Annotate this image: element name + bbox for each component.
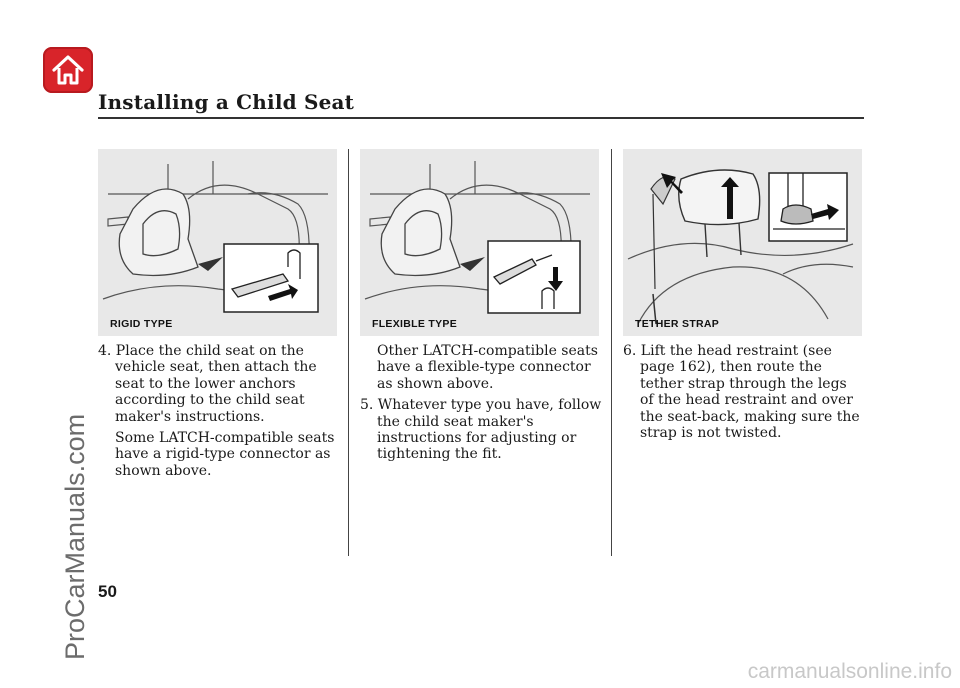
figure-rigid-type [98, 149, 337, 336]
bottom-watermark: carmanualsonline.info [747, 660, 952, 683]
side-watermark: ProCarManuals.com [60, 413, 90, 660]
column-1-text [98, 343, 344, 479]
figure-flexible-type [360, 149, 599, 336]
figure-tether-strap [623, 149, 862, 336]
step-5: 5. Whatever type you have, follow the child seat maker's instructions for adjusting or tightening the fit. [360, 397, 602, 463]
figure-label: TETHER STRAP [635, 318, 720, 330]
column-3-text [623, 343, 863, 441]
flexible-connector-illustration [360, 149, 599, 336]
page-number: 50 [98, 582, 117, 601]
column-2-text [360, 343, 606, 463]
step-6: 6. Lift the head restraint (see page 162), then route the tether strap through the legs of the head restraint and over the seat-back, making sure the strap is not twisted. [623, 343, 860, 442]
header-rule [98, 117, 864, 119]
column-divider [348, 149, 349, 556]
rigid-note: Some LATCH-compatible seats have a rigid-type connector as shown above. [115, 430, 335, 479]
column-divider [611, 149, 612, 556]
figure-label: RIGID TYPE [110, 318, 173, 330]
home-icon [50, 53, 86, 87]
page-title: Installing a Child Seat [98, 90, 355, 114]
figure-label: FLEXIBLE TYPE [372, 318, 457, 330]
home-button[interactable] [43, 47, 93, 93]
tether-strap-illustration [623, 149, 862, 336]
rigid-connector-illustration [98, 149, 337, 336]
flexible-note: Other LATCH-compatible seats have a flexible-type connector as shown above. [377, 343, 598, 392]
step-4: 4. Place the child seat on the vehicle seat, then attach the seat to the lower anchors according to the child seat maker's instructions. [98, 343, 317, 425]
